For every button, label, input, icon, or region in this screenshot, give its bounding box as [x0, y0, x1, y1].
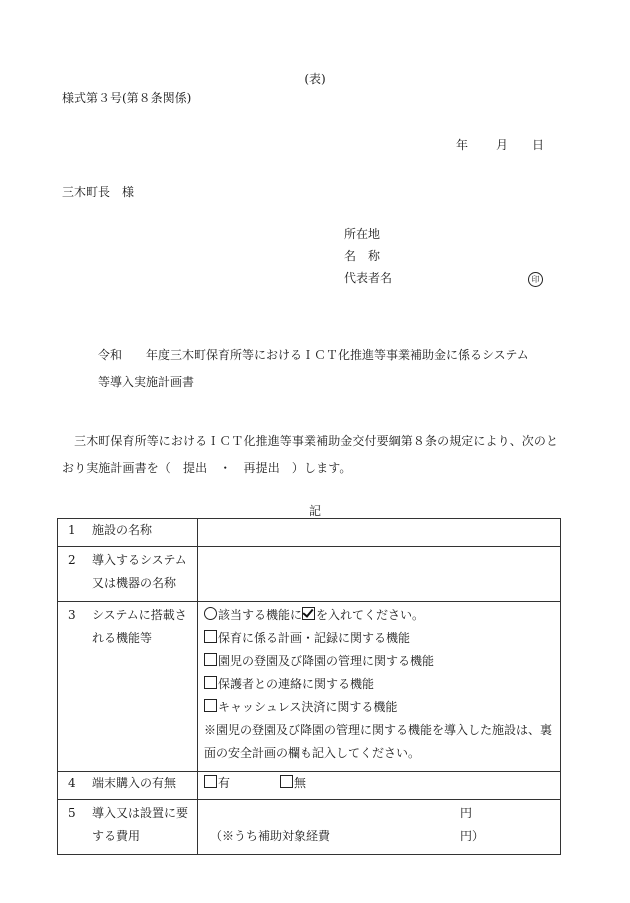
applicant-block — [344, 227, 540, 294]
table-row — [58, 547, 561, 602]
functions-note-line2: 面の安全計画の欄も記入してください。 — [204, 746, 421, 760]
representative-label: 代表者名 — [344, 271, 393, 285]
function-option[interactable]: 保護者との連絡に関する機能 — [198, 676, 560, 699]
function-option[interactable]: 保育に係る計画・記録に関する機能 — [198, 630, 560, 653]
facility-name-field[interactable] — [198, 519, 561, 547]
side-label: (表) — [304, 72, 326, 86]
table-row — [58, 519, 561, 547]
name-label: 名 称 — [344, 249, 381, 263]
terminal-purchase-cell — [198, 772, 561, 800]
system-name-field[interactable] — [198, 547, 561, 602]
row-number: 3 — [68, 608, 76, 622]
form-number: 様式第３号(第８条関係) — [62, 91, 192, 105]
date-line — [456, 139, 544, 151]
checkbox-icon[interactable] — [204, 630, 217, 643]
address-label: 所在地 — [344, 227, 381, 241]
facility-name-label-cell — [58, 519, 198, 547]
checkbox-icon[interactable] — [204, 775, 217, 788]
body-text: 三木町保育所等におけるＩＣＴ化推進等事業補助金交付要綱第８条の規定により、次のとおり実施計画書を（ 提出 ・ 再提出 ）します。 — [62, 434, 559, 475]
ki-marker: 記 — [308, 504, 321, 518]
function-option[interactable]: 園児の登園及び降園の管理に関する機能 — [198, 653, 560, 676]
cost-label-line2: する費用 — [92, 829, 141, 843]
option-yes[interactable]: 有 — [204, 776, 230, 790]
document-title-line2: 等導入実施計画書 — [98, 375, 195, 389]
functions-instruction: 該当する機能に を入れてください。 — [198, 607, 560, 630]
row-number: 4 — [68, 776, 76, 790]
functions-note-line1: ※園児の登園及び降園の管理に関する機能を導入した施設は、裏 — [204, 723, 553, 737]
system-name-label-line2: 又は機器の名称 — [92, 576, 177, 590]
row-number: 1 — [68, 523, 76, 537]
system-name-label-line1: 導入するシステム — [92, 553, 187, 567]
system-name-label-cell — [58, 547, 198, 602]
subsidy-label: （※うち補助対象経費 — [210, 829, 331, 843]
date-year: 年 — [456, 138, 469, 152]
checked-box-icon — [302, 607, 315, 620]
row-number: 2 — [68, 553, 76, 567]
cost-yen-unit: 円 — [460, 806, 473, 820]
checkbox-icon[interactable] — [280, 775, 293, 788]
checkbox-icon[interactable] — [204, 653, 217, 666]
row-number: 5 — [68, 806, 76, 820]
function-option[interactable]: キャッシュレス決済に関する機能 — [198, 699, 560, 722]
date-month: 月 — [496, 138, 509, 152]
info-table — [57, 518, 561, 855]
cost-label-line1: 導入又は設置に要 — [92, 806, 189, 820]
table-row — [58, 772, 561, 800]
document-title-line1: 令和 年度三木町保育所等におけるＩＣＴ化推進等事業補助金に係るシステム — [98, 348, 529, 362]
date-day: 日 — [532, 138, 545, 152]
facility-name-label: 施設の名称 — [92, 523, 153, 537]
functions-label-cell — [58, 602, 198, 772]
seal-icon: 印 — [528, 272, 543, 287]
cost-cell[interactable] — [198, 800, 561, 855]
functions-label-line1: システムに搭載さ — [92, 608, 187, 622]
terminal-purchase-label: 端末購入の有無 — [92, 776, 177, 790]
representative-row — [344, 271, 540, 294]
cost-label-cell — [58, 800, 198, 855]
subsidy-yen-unit: 円） — [460, 829, 485, 843]
functions-label-line2: れる機能等 — [92, 631, 153, 645]
checkbox-icon[interactable] — [204, 676, 217, 689]
checkbox-icon[interactable] — [204, 699, 217, 712]
circle-icon — [204, 607, 217, 620]
table-row — [58, 602, 561, 772]
functions-cell — [198, 602, 561, 772]
addressee: 三木町長 様 — [62, 185, 135, 199]
option-no[interactable]: 無 — [280, 776, 306, 790]
table-row — [58, 800, 561, 855]
seal-mark — [528, 272, 543, 287]
document-title — [98, 342, 529, 396]
terminal-purchase-label-cell — [58, 772, 198, 800]
